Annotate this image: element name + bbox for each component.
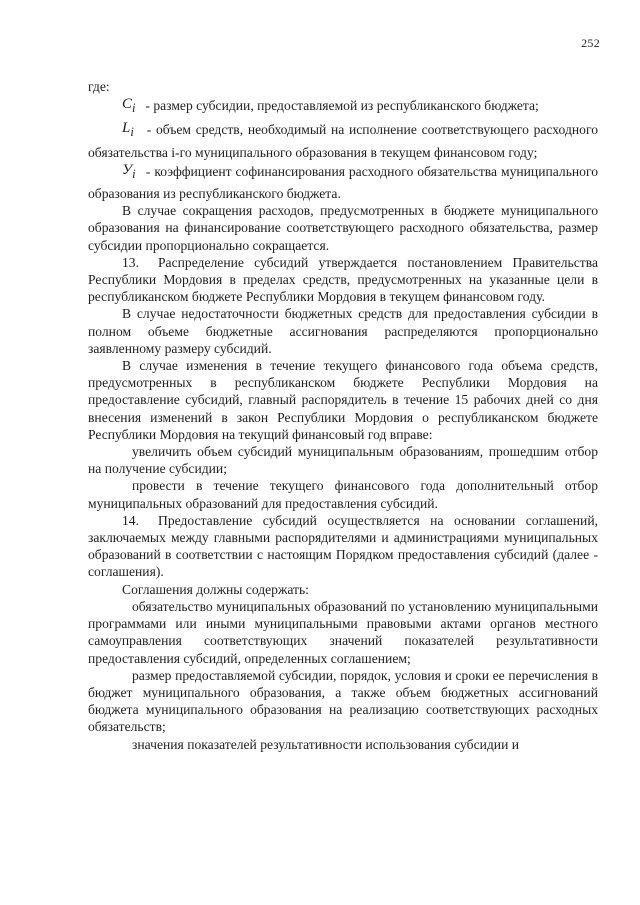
clause-number: 13.: [122, 254, 139, 270]
paragraph: [88, 598, 598, 667]
paragraph-text: обязательство муниципальных образований по установлению муниципальными программами или иными муниципальными правовыми актами органов местного самоуправления соответствующих значений показателей результативности предоставления субсидий, определенных соглашением;: [88, 598, 598, 666]
document-body: [88, 78, 598, 753]
paragraph: [88, 254, 598, 306]
symbol-l: $L_i$: [122, 120, 134, 140]
paragraph: [88, 477, 598, 511]
paragraph-text: В случае сокращения расходов, предусмотренных в бюджете муниципального образования на финансирование соответствующего расходного обязательства, размер субсидии пропорционально сокращается.: [88, 203, 598, 253]
paragraph: [88, 357, 598, 443]
paragraph: [88, 512, 598, 581]
paragraph-text: Предоставление субсидий осуществляется на основании соглашений, заключаемых между главными распорядителями и администрациями муниципальных образований в соответствии с настоящим Порядком предоставления субсидий (далее - соглашения).: [88, 512, 598, 580]
paragraph: [88, 667, 598, 736]
definition-volume: $L_i$ - объем средств, необходимый на исполнение соответствующего расходного обязательства i-го муниципального образования в текущем финансовом году;: [88, 120, 598, 160]
paragraph: [88, 581, 598, 598]
paragraph-text: В случае недостаточности бюджетных средств для предоставления субсидии в полном объеме бюджетные ассигнования распределяются пропорционально заявленному размеру субсидий.: [88, 306, 598, 356]
paragraph: [88, 736, 598, 753]
definition-subsidy: $C_i$ - размер субсидии, предоставляемой из республиканского бюджета;: [88, 97, 598, 119]
intro-text: где:: [88, 79, 110, 94]
paragraph: [88, 305, 598, 357]
symbol-u: $У_i$: [122, 161, 136, 181]
paragraph-text: увеличить объем субсидий муниципальным образованиям, прошедшим отбор на получение субсидии;: [88, 444, 598, 477]
paragraph-text: Распределение субсидий утверждается постановлением Правительства Республики Мордовия в пределах средств, предусмотренных на указанные цели в республиканском бюджете Республики Мордовия в текущем финансовом году.: [88, 254, 598, 305]
paragraph-text: значения показателей результативности использования субсидии и: [132, 736, 520, 752]
paragraph-list: [88, 202, 598, 753]
page-number: 252: [581, 36, 600, 50]
paragraph-text: размер предоставляемой субсидии, порядок, условия и сроки ее перечисления в бюджет муниципального образования, а также объем бюджетных ассигнований бюджета муниципального образования на реализацию соответствующих расходных обязательств;: [88, 667, 598, 735]
paragraph: [88, 443, 598, 477]
clause-number: 14.: [122, 512, 139, 528]
definition-coefficient: $У_i$ - коэффициент софинансирования расходного обязательства муниципального образования из республиканского бюджета.: [88, 161, 598, 202]
paragraph-text: В случае изменения в течение текущего финансового года объема средств, предусмотренных в республиканском бюджете Республики Мордовия на предоставление субсидий, главный распорядитель в течение 15 рабочих дней со дня внесения изменений в закон Республики Мордовия о республиканском бюджете Республики Мордовия на текущий финансовый год вправе:: [88, 358, 598, 442]
paragraph-text: Соглашения должны содержать:: [122, 581, 309, 597]
paragraph: [88, 202, 598, 254]
symbol-c: $C_i$: [122, 96, 136, 116]
paragraph-text: провести в течение текущего финансового года дополнительный отбор муниципальных образований для предоставления субсидий.: [88, 478, 598, 511]
